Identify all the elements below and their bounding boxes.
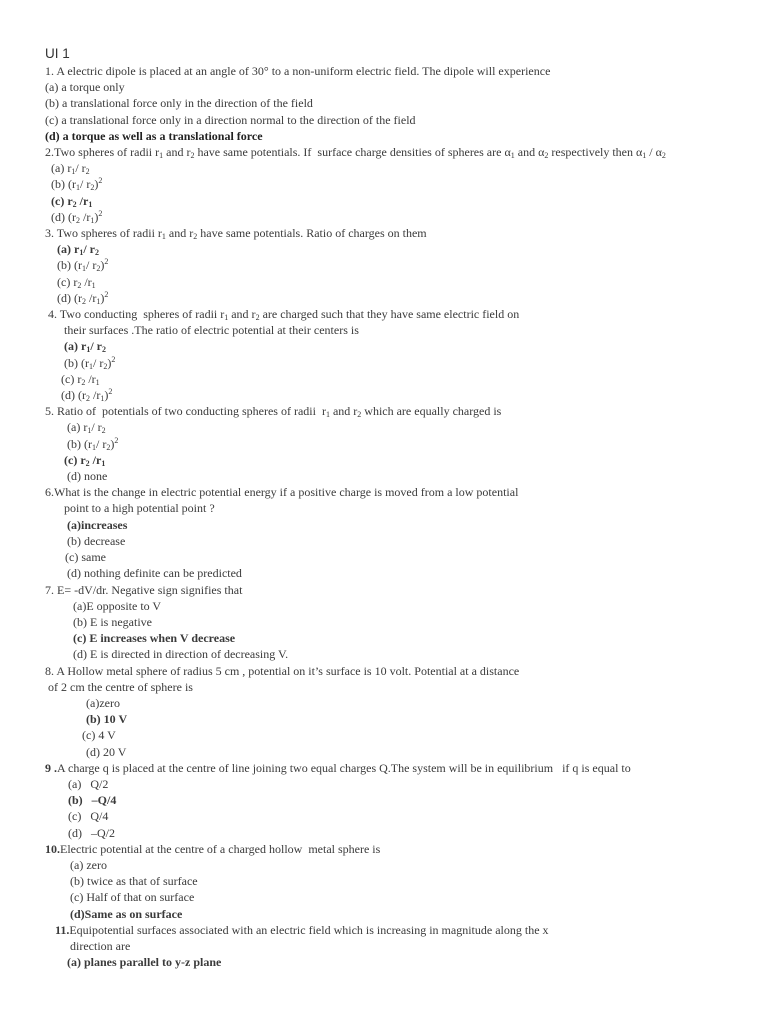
question-2: 2.Two spheres of radii $r_1$ and $r_2$ have same potentials. If surface charge densities of spheres are $\alpha_1$ and $\alpha_2$ respectively then $\alpha_1 / \alpha_2$ bbox=[45, 145, 666, 161]
document-title: UI 1 bbox=[45, 46, 70, 61]
question-6-option-d: (d) nothing definite can be predicted bbox=[67, 566, 242, 581]
question-11: 11.Equipotential surfaces associated with an electric field which is increasing in magnitude along the x bbox=[55, 922, 549, 937]
question-4-option-c: (c) $r_2$ $/r_1$ bbox=[61, 371, 100, 387]
question-7-option-a: (a)E opposite to V bbox=[73, 598, 162, 613]
question-1-option-b: (b) a translational force only in the direction of the field bbox=[45, 96, 313, 111]
question-5: 5. Ratio of potentials of two conducting spheres of radii $r_1$ and $r_2$ which are equally charged is bbox=[45, 404, 502, 420]
question-9-option-d: (d) –Q/2 bbox=[68, 825, 115, 840]
question-3-option-c: (c) $r_2$ $/r_1$ bbox=[57, 274, 96, 290]
question-3-option-a-answer: (a) $r_1/$ $r_2$ bbox=[57, 242, 99, 258]
question-5-option-c-answer: (c) $r_2$ $/r_1$ bbox=[64, 452, 106, 468]
question-5-option-b: (b) ($r_1/$ $r_2)^2$ bbox=[67, 435, 119, 452]
question-7: 7. E= -dV/dr. Negative sign signifies that bbox=[45, 582, 243, 597]
question-4-option-b: (b) ($r_1/$ $r_2)^2$ bbox=[64, 354, 116, 371]
question-10-option-d-answer: (d)Same as on surface bbox=[70, 906, 183, 921]
question-4-option-a-answer: (a) $r_1/$ $r_2$ bbox=[64, 339, 106, 355]
question-11-option-a-answer: (a) planes parallel to y-z plane bbox=[67, 955, 222, 970]
question-3: 3. Two spheres of radii $r_1$ and $r_2$ have same potentials. Ratio of charges on them bbox=[45, 226, 427, 242]
question-8-continued: of 2 cm the centre of sphere is bbox=[45, 679, 193, 694]
question-7-option-d: (d) E is directed in direction of decreasing V. bbox=[73, 647, 289, 662]
question-list bbox=[45, 63, 728, 970]
question-2-option-b: (b) ($r_1/$ $r_2)^2$ bbox=[51, 176, 103, 193]
question-8: 8. A Hollow metal sphere of radius 5 cm , potential on it’s surface is 10 volt. Potential at a distance bbox=[45, 663, 520, 678]
question-6-option-c: (c) same bbox=[65, 550, 106, 565]
question-11-continued: direction are bbox=[70, 938, 131, 953]
question-4-continued: their surfaces .The ratio of electric potential at their centers is bbox=[64, 323, 359, 338]
question-1-option-d-answer: (d) a torque as well as a translational force bbox=[45, 128, 263, 143]
question-10-option-c: (c) Half of that on surface bbox=[70, 890, 195, 905]
question-5-option-d: (d) none bbox=[67, 469, 108, 484]
question-6-continued: point to a high potential point ? bbox=[64, 501, 215, 516]
question-1-option-a: (a) a torque only bbox=[45, 80, 125, 95]
question-4: 4. Two conducting spheres of radii $r_1$ and $r_2$ are charged such that they have same electric field on bbox=[45, 307, 520, 323]
question-1: 1. A electric dipole is placed at an angle of 30° to a non-uniform electric field. The dipole will experience bbox=[45, 64, 551, 78]
question-9-option-a: (a) Q/2 bbox=[68, 776, 109, 791]
question-3-option-d: (d) ($r_2$ $/r_1)^2$ bbox=[57, 289, 109, 306]
question-2-option-c-answer: (c) $r_2$ $/r_1$ bbox=[51, 193, 93, 209]
question-2-option-d: (d) ($r_2$ $/r_1)^2$ bbox=[51, 208, 103, 225]
question-9: 9 .A charge q is placed at the centre of line joining two equal charges Q.The system will be in equilibrium if q is equal to bbox=[45, 760, 631, 775]
question-9-option-b-answer: (b) –Q/4 bbox=[68, 793, 117, 808]
question-10-option-b: (b) twice as that of surface bbox=[70, 874, 198, 889]
question-6-option-a-answer: (a)increases bbox=[67, 517, 128, 532]
question-9-option-c: (c) Q/4 bbox=[68, 809, 109, 824]
question-3-option-b: (b) ($r_1/$ $r_2)^2$ bbox=[57, 257, 109, 274]
question-6-option-b: (b) decrease bbox=[67, 533, 126, 548]
question-10: 10.Electric potential at the centre of a charged hollow metal sphere is bbox=[45, 841, 381, 856]
question-8-option-d: (d) 20 V bbox=[86, 744, 127, 759]
question-6: 6.What is the change in electric potential energy if a positive charge is moved from a low potential bbox=[45, 485, 519, 500]
question-7-option-c-answer: (c) E increases when V decrease bbox=[73, 631, 236, 646]
question-8-option-c: (c) 4 V bbox=[82, 728, 116, 743]
question-8-option-a: (a)zero bbox=[86, 695, 120, 710]
question-7-option-b: (b) E is negative bbox=[73, 614, 152, 629]
question-4-option-d: (d) ($r_2$ $/r_1)^2$ bbox=[61, 387, 113, 404]
question-10-option-a: (a) zero bbox=[70, 857, 107, 872]
question-5-option-a: (a) $r_1/$ $r_2$ bbox=[67, 420, 106, 436]
question-8-option-b-answer: (b) 10 V bbox=[86, 712, 128, 727]
question-2-option-a: (a) $r_1/$ $r_2$ bbox=[51, 161, 90, 177]
question-1-option-c: (c) a translational force only in a direction normal to the direction of the field bbox=[45, 112, 416, 127]
